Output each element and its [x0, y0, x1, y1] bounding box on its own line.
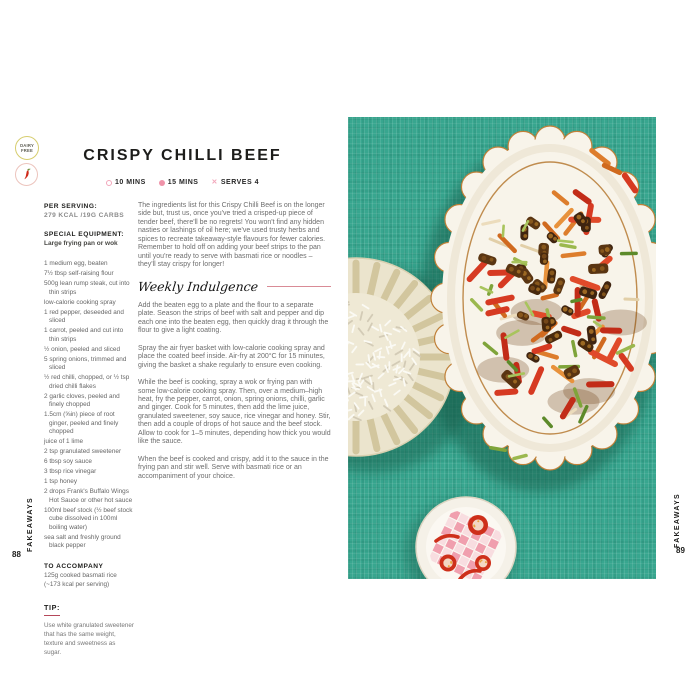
ingredient-item: 7½ tbsp self-raising flour — [44, 270, 114, 278]
recipe-meta-row — [60, 179, 305, 186]
dairy-free-badge — [15, 136, 39, 160]
meta-label: 15 MINS — [167, 179, 199, 186]
page-number-right: 89 — [676, 546, 685, 555]
ingredient-item: sea salt and freshly ground black pepper — [44, 533, 121, 550]
ingredient-item: 5 spring onions, trimmed and sliced — [44, 355, 127, 372]
cutlery-icon: ✕ — [211, 178, 218, 186]
method-step: While the beef is cooking, spray a wok or frying pan with some low-calorie cooking spray. Then, over a medium–high heat, fry the pepper, carrot, onion, spring onions, chilli, garlic and ginger. Cook for 5 minutes, then add the lime juice, granulated sweetener, soy sauce, rice vinegar and honey. Stir, then add a couple of drops of hot sauce and the beef stock. Allow to cook for 1–5 minutes, depending how thick you would like the sauce. — [138, 379, 331, 446]
section-heading — [138, 279, 331, 294]
food-photo-illustration — [348, 117, 656, 579]
ingredients-column — [44, 203, 134, 658]
per-serving-heading: PER SERVING: — [44, 203, 98, 210]
chilli-icon — [20, 168, 33, 181]
meta-label: 10 MINS — [115, 179, 146, 186]
timer-icon — [159, 180, 165, 186]
meta-clock — [106, 179, 146, 186]
ingredient-item: 500g lean rump steak, cut into thin strips — [44, 280, 130, 296]
method-paragraphs — [138, 302, 331, 481]
ingredient-item: 3 tbsp rice vinegar — [44, 468, 97, 476]
to-accompany-line: (~173 kcal per serving) — [44, 580, 110, 588]
food-photo — [348, 117, 656, 579]
dairy-free-label: DAIRY FREE — [20, 142, 34, 153]
intro-paragraph: The ingredients list for this Crispy Chilli Beef is on the longer side but, trust us, once you've tried a crisped-up piece of tender beef, there'll be no regrets! You won't find any hidden nasties or lashings of oil here; we've used trusty herbs and spices to recreate takeaway-style flavours for fewer calories. Remember to hold off on adding your beef strips to the pan until you're ready to serve with basmati rice or noodles – they'll stay crispy for longer! — [138, 202, 326, 269]
tip-heading: TIP: — [44, 603, 60, 616]
ingredient-item: 1 carrot, peeled and cut into thin strips — [44, 327, 124, 343]
meta-timer — [159, 179, 199, 186]
ingredient-item: 6 tbsp soy sauce — [44, 458, 92, 466]
method-column — [138, 202, 331, 490]
meta-cutlery — [211, 179, 259, 186]
ingredients-list — [44, 260, 134, 551]
ingredient-item: 1 medium egg, beaten — [44, 260, 108, 267]
method-step: Spray the air fryer basket with low-calorie cooking spray and place the coated beef inside. Air-fry at 200°C for 15 minutes, giving the basket a shake regularly to ensure even cooking. — [138, 344, 325, 369]
ingredient-item: 2 garlic cloves, peeled and finely chopped — [44, 392, 120, 409]
chapter-edge-label-right: FAKEAWAYS — [674, 492, 681, 548]
section-heading-text: Weekly Indulgence — [137, 278, 259, 294]
to-accompany-lines — [44, 572, 134, 589]
tip-text: Use white granulated sweetener that has the same weight, texture and sweetness as sugar. — [44, 622, 134, 656]
clock-icon — [106, 180, 112, 186]
ingredient-item: 1.5cm (⅝in) piece of root ginger, peeled and finely chopped — [44, 411, 119, 436]
ingredient-item: 2 tsp granulated sweetener — [44, 448, 122, 456]
per-serving-value: 279 KCAL /19G CARBS — [44, 212, 125, 219]
meta-label: SERVES 4 — [220, 179, 259, 186]
special-equipment-value: Large frying pan or wok — [44, 240, 118, 247]
ingredient-item: juice of 1 lime — [44, 438, 84, 446]
to-accompany-heading: TO ACCOMPANY — [44, 562, 104, 570]
ingredient-item: 2 drops Frank's Buffalo Wings Hot Sauce or other hot sauce — [44, 488, 133, 504]
ingredient-item: 1 tsp honey — [44, 478, 78, 486]
chapter-edge-label-left: FAKEAWAYS — [27, 496, 34, 552]
spice-level-badge — [15, 163, 38, 186]
section-heading-rule — [267, 286, 331, 287]
to-accompany-line: 125g cooked basmati rice — [44, 571, 117, 579]
special-equipment-heading: SPECIAL EQUIPMENT: — [44, 231, 124, 238]
recipe-title: CRISPY CHILLI BEEF — [83, 147, 282, 164]
ingredient-item: 1 red pepper, deseeded and sliced — [44, 308, 124, 325]
method-step: When the beef is cooked and crispy, add it to the sauce in the frying pan and stir well. Serve with basmati rice or an accompaniment of your choice. — [138, 455, 329, 480]
ingredient-item: ½ onion, peeled and sliced — [44, 345, 121, 353]
ingredient-item: low-calorie cooking spray — [44, 298, 116, 306]
method-step: Add the beaten egg to a plate and the flour to a separate plate. Season the strips of beef with salt and pepper and dip each one into the beaten egg, then quickly drag it through the flour to give a light coating. — [138, 301, 329, 335]
page-number-left: 88 — [12, 550, 21, 559]
ingredient-item: 100ml beef stock (½ beef stock cube dissolved in 100ml boiling water) — [44, 506, 133, 531]
ingredient-item: ½ red chilli, chopped, or ½ tsp dried chilli flakes — [44, 374, 130, 390]
